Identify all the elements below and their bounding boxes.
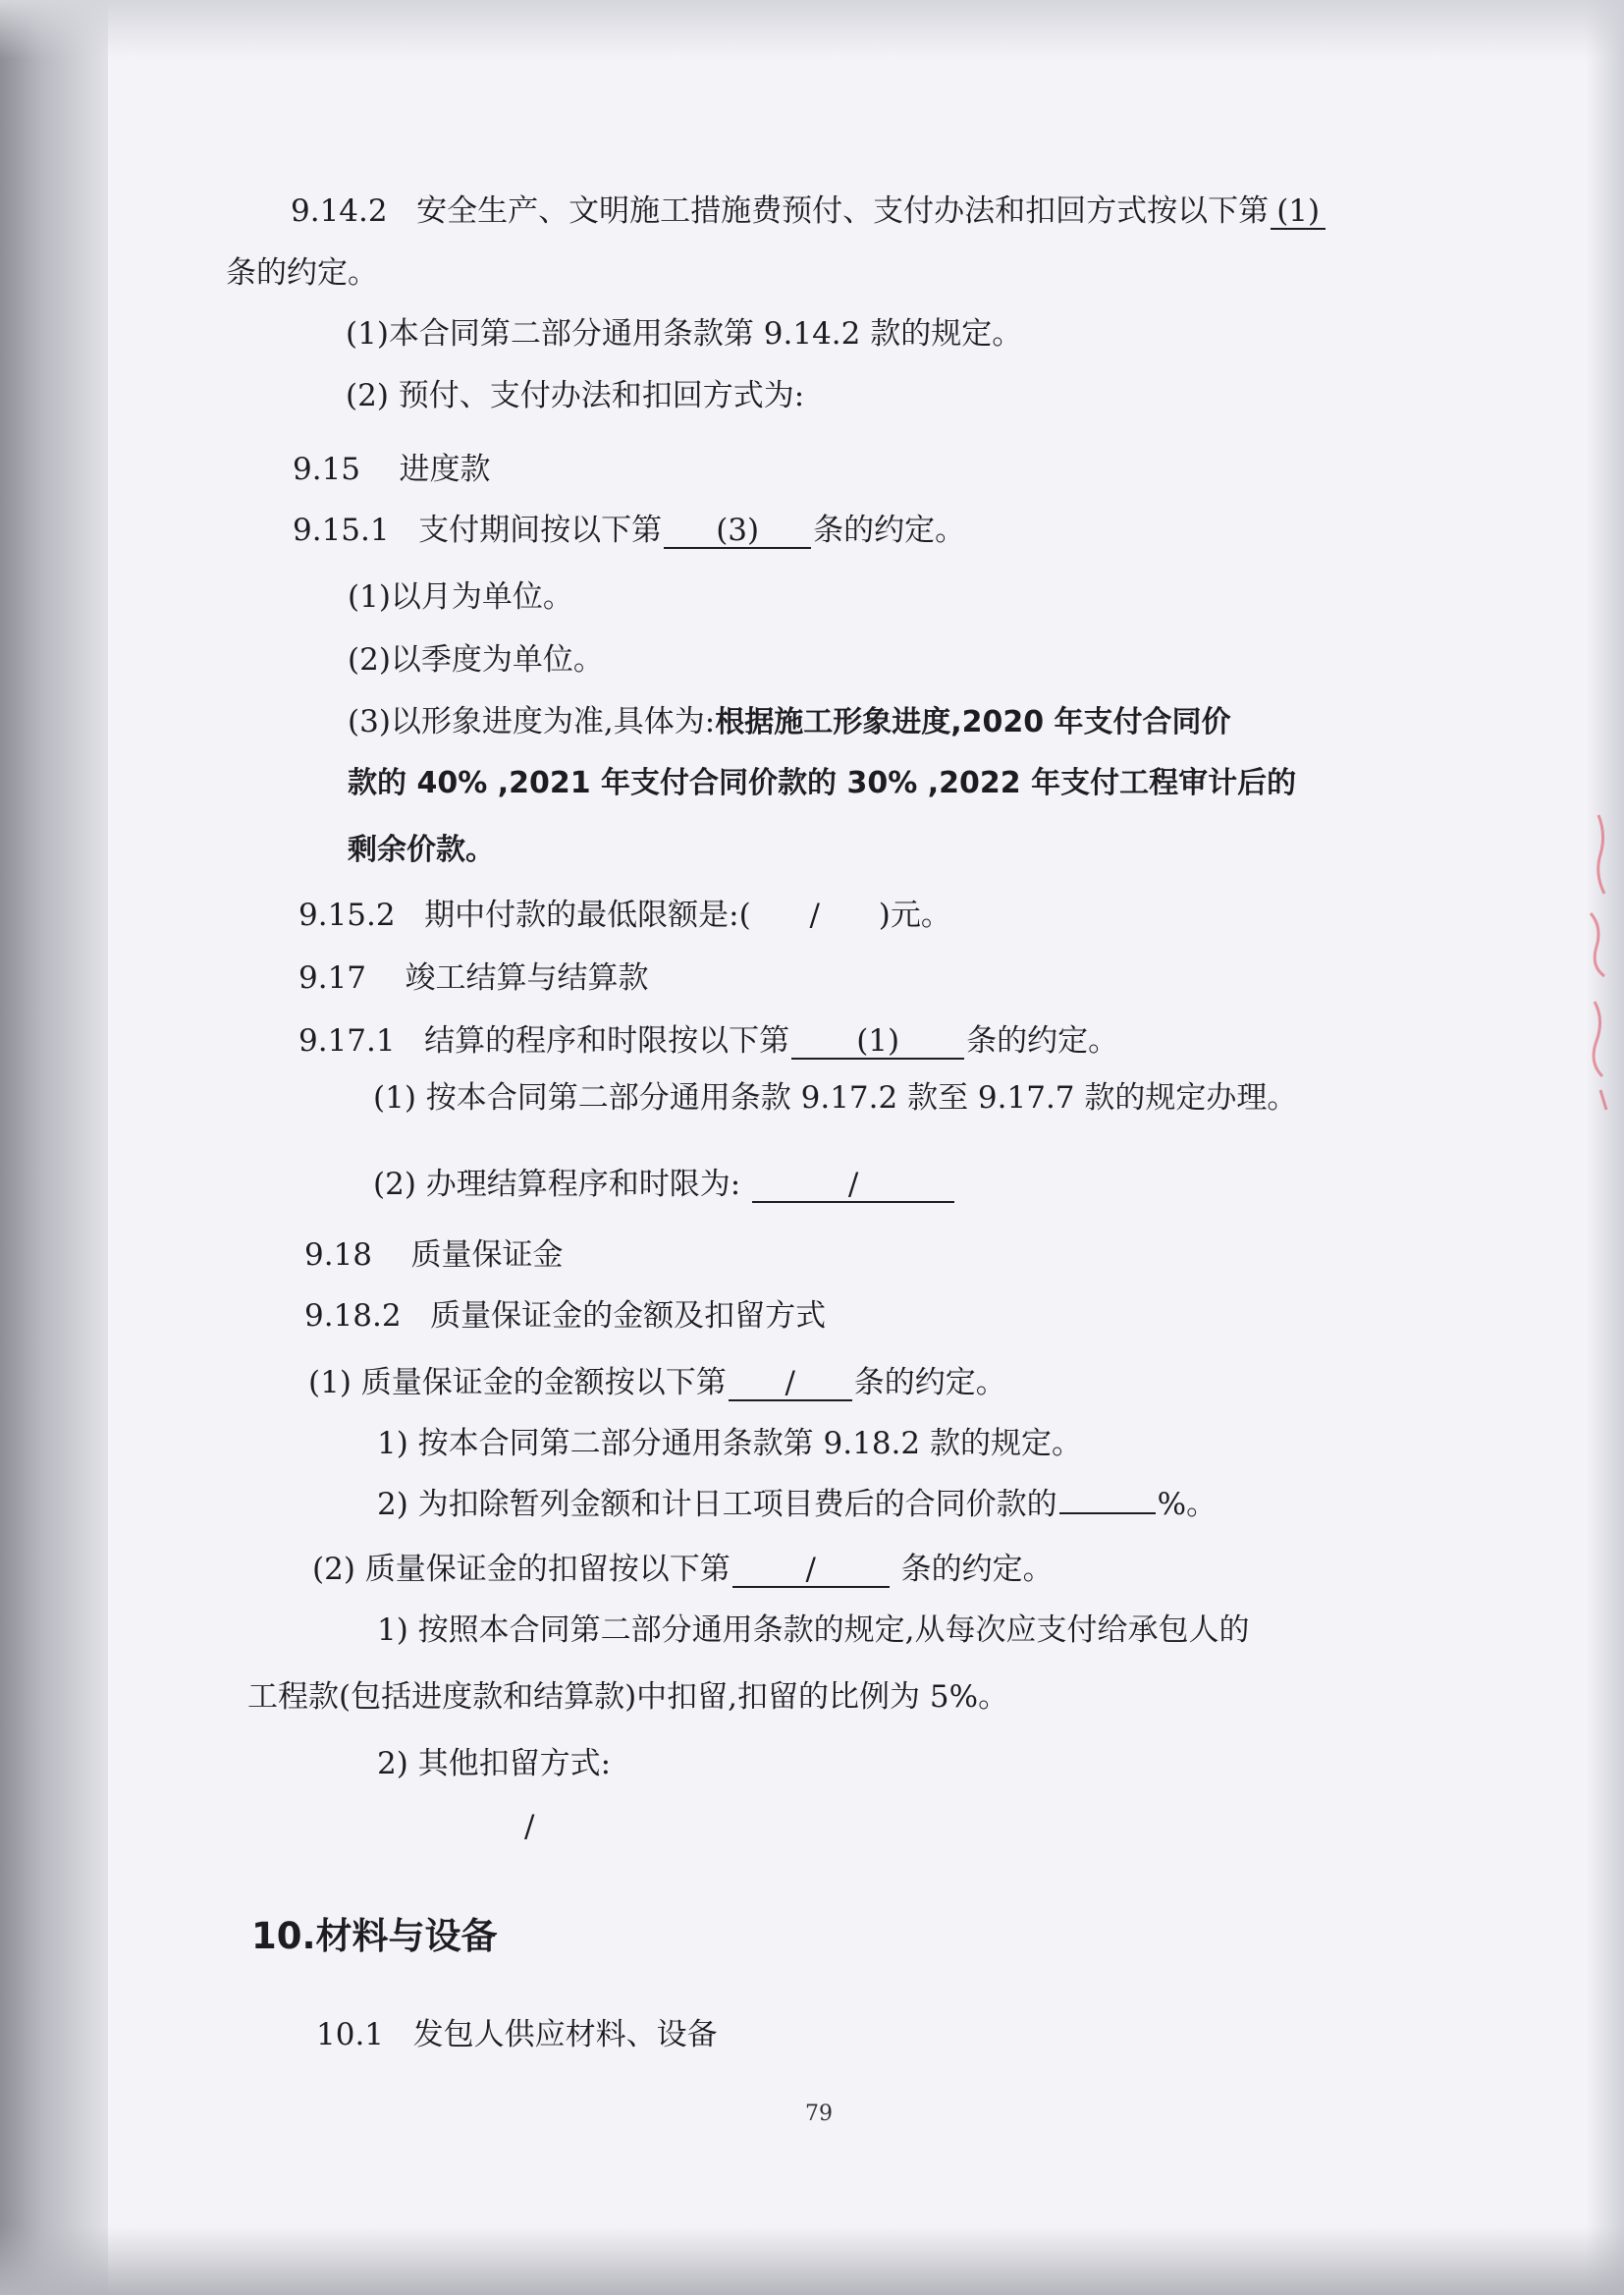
fill-blank: / [752,1168,954,1203]
option-prefix: (3)以形象进度为准,具体为: [348,704,716,739]
clause-number: 10.1 [316,2017,385,2052]
quality-deposit-retention-1: 1) 按照本合同第二部分通用条款的规定,从每次应支付给承包人的 [377,1612,1250,1648]
clause-title: 竣工结算与结算款 [405,960,649,996]
option-detail-bold-line3: 剩余价款。 [348,833,495,867]
fill-blank [1059,1512,1156,1514]
fill-blank: (1) [791,1024,964,1060]
option-9-15-1-3 [348,702,1231,742]
option-tail: 条的约定。 [853,1365,1006,1400]
quality-deposit-retention-1-continuation: 工程款(包括进度款和结算款)中扣留,扣留的比例为 5%。 [247,1679,1009,1715]
fill-blank: / [732,1553,890,1588]
clause-number: 9.18 [304,1237,373,1273]
clause-number: 9.17 [298,960,367,996]
scan-shadow-left [0,0,108,2295]
page-number: 79 [805,2102,833,2126]
section-heading: 10.材料与设备 [251,1915,498,1957]
option-9-15-1-2: (2)以季度为单位。 [348,642,604,678]
clause-title: 质量保证金的金额及扣留方式 [430,1298,827,1334]
scan-shadow-right [1585,0,1624,2295]
fill-blank: / [729,1366,852,1401]
option-text: 2) 为扣除暂列金额和计日工项目费后的合同价款的 [377,1487,1057,1522]
option-tail: %。 [1157,1487,1218,1522]
seal-stamp-fragment [1581,805,1620,1139]
clause-text: 结算的程序和时限按以下第 [424,1023,790,1059]
option-text: (2) 质量保证金的扣留按以下第 [312,1552,731,1587]
clause-number: 9.18.2 [304,1298,402,1334]
fill-value: / [809,898,820,933]
clause-number: 9.15 [293,452,361,487]
clause-text: 期中付款的最低限额是:( [424,898,751,933]
clause-9-14-2-continuation: 条的约定。 [226,255,378,291]
clause-number: 9.17.1 [298,1023,396,1059]
quality-deposit-retention [312,1550,1054,1589]
clause-9-18 [304,1235,563,1275]
option-tail: 条的约定。 [900,1552,1054,1587]
option-text: (1) 质量保证金的金额按以下第 [308,1365,727,1400]
fill-blank: (3) [664,514,811,549]
option-detail-bold-line2: 款的 40% ,2021 年支付合同价款的 30% ,2022 年支付工程审计后的 [348,766,1297,800]
option-9-17-1-1: (1) 按本合同第二部分通用条款 9.17.2 款至 9.17.7 款的规定办理。 [373,1080,1298,1116]
quality-deposit-retention-2: 2) 其他扣留方式: [377,1746,612,1781]
clause-9-15-2 [298,896,951,935]
scan-shadow-top [0,0,1624,59]
quality-deposit-amount-1: 1) 按本合同第二部分通用条款第 9.18.2 款的规定。 [377,1426,1082,1461]
clause-text: 支付期间按以下第 [418,513,663,548]
option-9-14-2-1: (1)本合同第二部分通用条款第 9.14.2 款的规定。 [346,316,1023,352]
retention-other-value: / [524,1809,535,1844]
option-9-17-1-2 [373,1165,956,1204]
clause-text: 安全生产、文明施工措施费预付、支付办法和扣回方式按以下第 [416,193,1270,229]
clause-9-17 [298,958,648,998]
option-9-14-2-2: (2) 预付、支付办法和扣回方式为: [346,378,805,413]
clause-9-17-1 [298,1021,1118,1061]
clause-9-15-1 [293,511,965,550]
clause-title: 质量保证金 [410,1237,564,1273]
option-text: (2) 办理结算程序和时限为: [373,1167,741,1202]
clause-tail: 条的约定。 [813,513,966,548]
clause-9-18-2 [304,1296,826,1336]
clause-9-15 [293,450,490,489]
option-9-15-1-1: (1)以月为单位。 [348,579,573,615]
quality-deposit-amount [308,1363,1006,1402]
quality-deposit-amount-2 [377,1485,1217,1524]
clause-number: 9.14.2 [291,193,388,229]
clause-tail: 条的约定。 [966,1023,1119,1059]
clause-number: 9.15.1 [293,513,390,548]
clause-10-1 [316,2015,718,2054]
clause-number: 9.15.2 [298,898,396,933]
clause-title: 进度款 [399,452,491,487]
scan-shadow-bottom [0,2226,1624,2295]
clause-9-14-2 [291,191,1327,231]
option-detail-bold: 根据施工形象进度,2020 年支付合同价 [715,705,1231,739]
clause-tail: )元。 [878,898,951,933]
clause-title: 发包人供应材料、设备 [412,2017,718,2052]
fill-blank: (1) [1271,194,1326,230]
